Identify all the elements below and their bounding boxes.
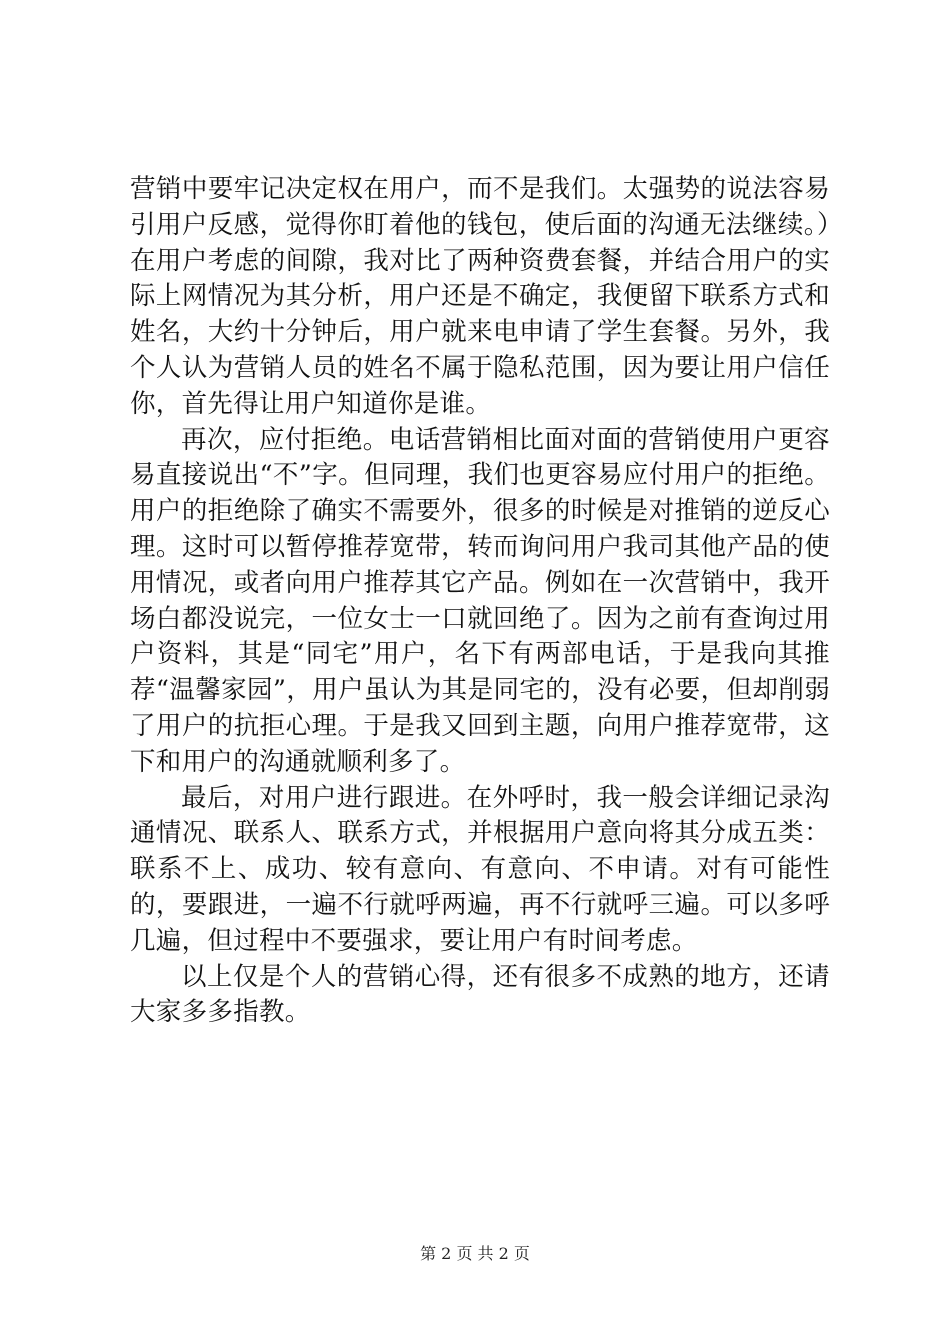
paragraph-handling-rejection: 再次，应付拒绝。电话营销相比面对面的营销使用户更容易直接说出“不”字。但同理，我们也更容易应付用户的拒绝。用户的拒绝除了确实不需要外，很多的时候是对推销的逆反心理。这时可以暂停推荐宽带，转而询问用户我司其他产品的使用情况，或者向用户推荐其它产品。例如在一次营销中，我开场白都没说完，一位女士一口就回绝了。因为之前有查询过用户资料，其是“同宅”用户，名下有两部电话，于是我向其推荐“温馨家园”，用户虽认为其是同宅的，没有必要，但却削弱了用户的抗拒心理。于是我又回到主题，向用户推荐宽带，这下和用户的沟通就顺利多了。: [130, 424, 830, 777]
body-text: [130, 172, 830, 1031]
paragraph-closing: 以上仅是个人的营销心得，还有很多不成熟的地方，还请大家多多指教。: [130, 961, 830, 1028]
paragraph-continuation: 营销中要牢记决定权在用户，而不是我们。太强势的说法容易引用户反感，觉得你盯着他的钱包，使后面的沟通无法继续。）在用户考虑的间隙，我对比了两种资费套餐，并结合用户的实际上网情况为其分析，用户还是不确定，我便留下联系方式和姓名，大约十分钟后，用户就来电申请了学生套餐。另外，我个人认为营销人员的姓名不属于隐私范围，因为要让用户信任你，首先得让用户知道你是谁。: [130, 174, 830, 419]
page-footer: 第 2 页 共 2 页: [420, 1244, 530, 1263]
paragraph-follow-up: 最后，对用户进行跟进。在外呼时，我一般会详细记录沟通情况、联系人、联系方式，并根据用户意向将其分成五类：联系不上、成功、较有意向、有意向、不申请。对有可能性的，要跟进，一遍不行就呼两遍，再不行就呼三遍。可以多呼几遍，但过程中不要强求，要让用户有时间考虑。: [130, 782, 830, 956]
